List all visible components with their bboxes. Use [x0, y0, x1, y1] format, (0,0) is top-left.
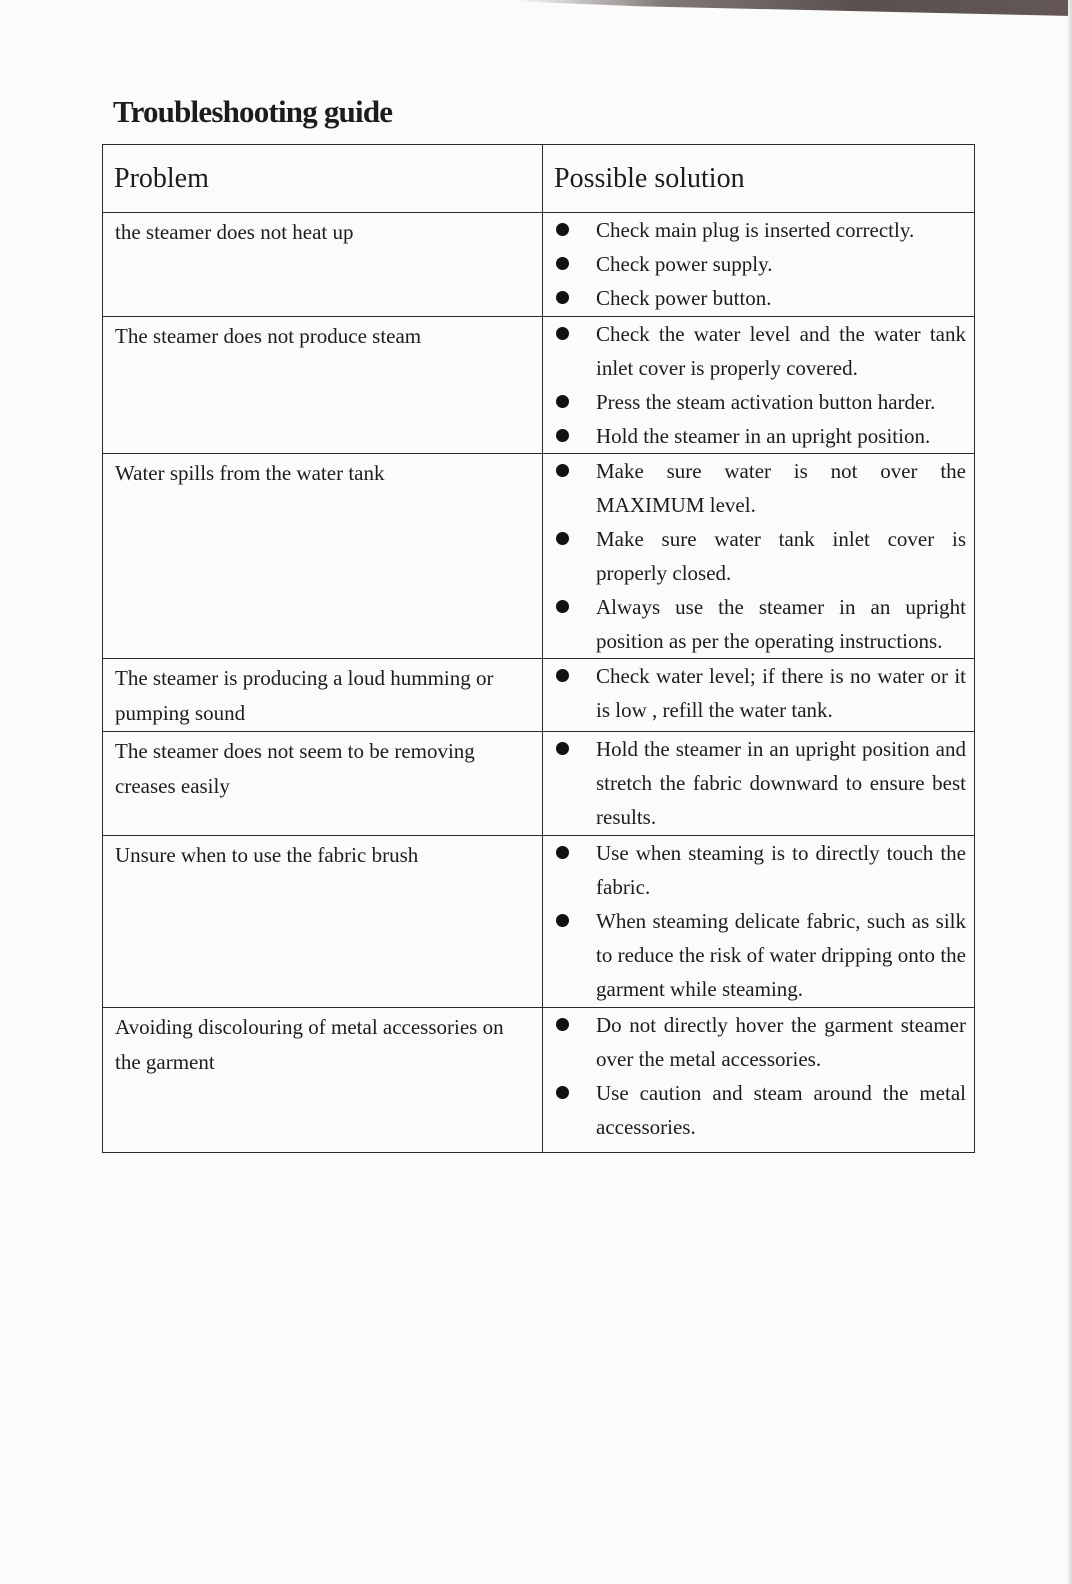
problem-cell: Water spills from the water tank [103, 454, 543, 659]
troubleshooting-table [102, 144, 975, 1153]
solution-list [543, 836, 966, 1006]
solution-list [543, 317, 966, 453]
solution-item: Always use the steamer in an upright position as per the operating instructions. [543, 590, 966, 658]
table-row [103, 454, 975, 659]
solution-cell [543, 454, 975, 659]
solution-column-header: Possible solution [543, 145, 975, 213]
solution-item: Check power button. [543, 281, 966, 315]
problem-cell: The steamer does not seem to be removing creases easily [103, 732, 543, 836]
solution-item: Do not directly hover the garment steamer over the metal accessories. [543, 1008, 966, 1076]
solution-item: Use when steaming is to directly touch the fabric. [543, 836, 966, 904]
page-title: Troubleshooting guide [113, 94, 393, 129]
solution-item: Make sure water tank inlet cover is properly closed. [543, 522, 966, 590]
solution-list [543, 213, 966, 315]
table-row [103, 317, 975, 454]
solution-item: Press the steam activation button harder. [543, 385, 966, 419]
problem-cell: The steamer is producing a loud humming or pumping sound [103, 659, 543, 732]
solution-list [543, 732, 966, 834]
solution-item: Hold the steamer in an upright position. [543, 419, 966, 453]
solution-list [543, 659, 966, 727]
solution-list [543, 454, 966, 658]
problem-column-header: Problem [103, 145, 543, 213]
page-right-edge [1068, 0, 1072, 1584]
solution-item: Use caution and steam around the metal accessories. [543, 1076, 966, 1144]
table-row [103, 213, 975, 317]
solution-list [543, 1008, 966, 1144]
problem-cell: Avoiding discolouring of metal accessories on the garment [103, 1008, 543, 1153]
solution-cell [543, 732, 975, 836]
solution-cell [543, 1008, 975, 1153]
problem-cell: Unsure when to use the fabric brush [103, 836, 543, 1008]
solution-item: Check water level; if there is no water or it is low , refill the water tank. [543, 659, 966, 727]
problem-cell: The steamer does not produce steam [103, 317, 543, 454]
table-header-row [103, 145, 975, 213]
solution-item: Check the water level and the water tank inlet cover is properly covered. [543, 317, 966, 385]
problem-cell: the steamer does not heat up [103, 213, 543, 317]
page-edge-shadow [0, 0, 1072, 16]
solution-item: Check main plug is inserted correctly. [543, 213, 966, 247]
solution-item: Check power supply. [543, 247, 966, 281]
solution-item: Make sure water is not over the MAXIMUM level. [543, 454, 966, 522]
table-row [103, 659, 975, 732]
solution-cell [543, 317, 975, 454]
table-row [103, 1008, 975, 1153]
solution-item: Hold the steamer in an upright position and stretch the fabric downward to ensure best results. [543, 732, 966, 834]
table-row [103, 836, 975, 1008]
solution-cell [543, 213, 975, 317]
solution-cell [543, 836, 975, 1008]
table-row [103, 732, 975, 836]
solution-item: When steaming delicate fabric, such as silk to reduce the risk of water dripping onto the garment while steaming. [543, 904, 966, 1006]
solution-cell [543, 659, 975, 732]
